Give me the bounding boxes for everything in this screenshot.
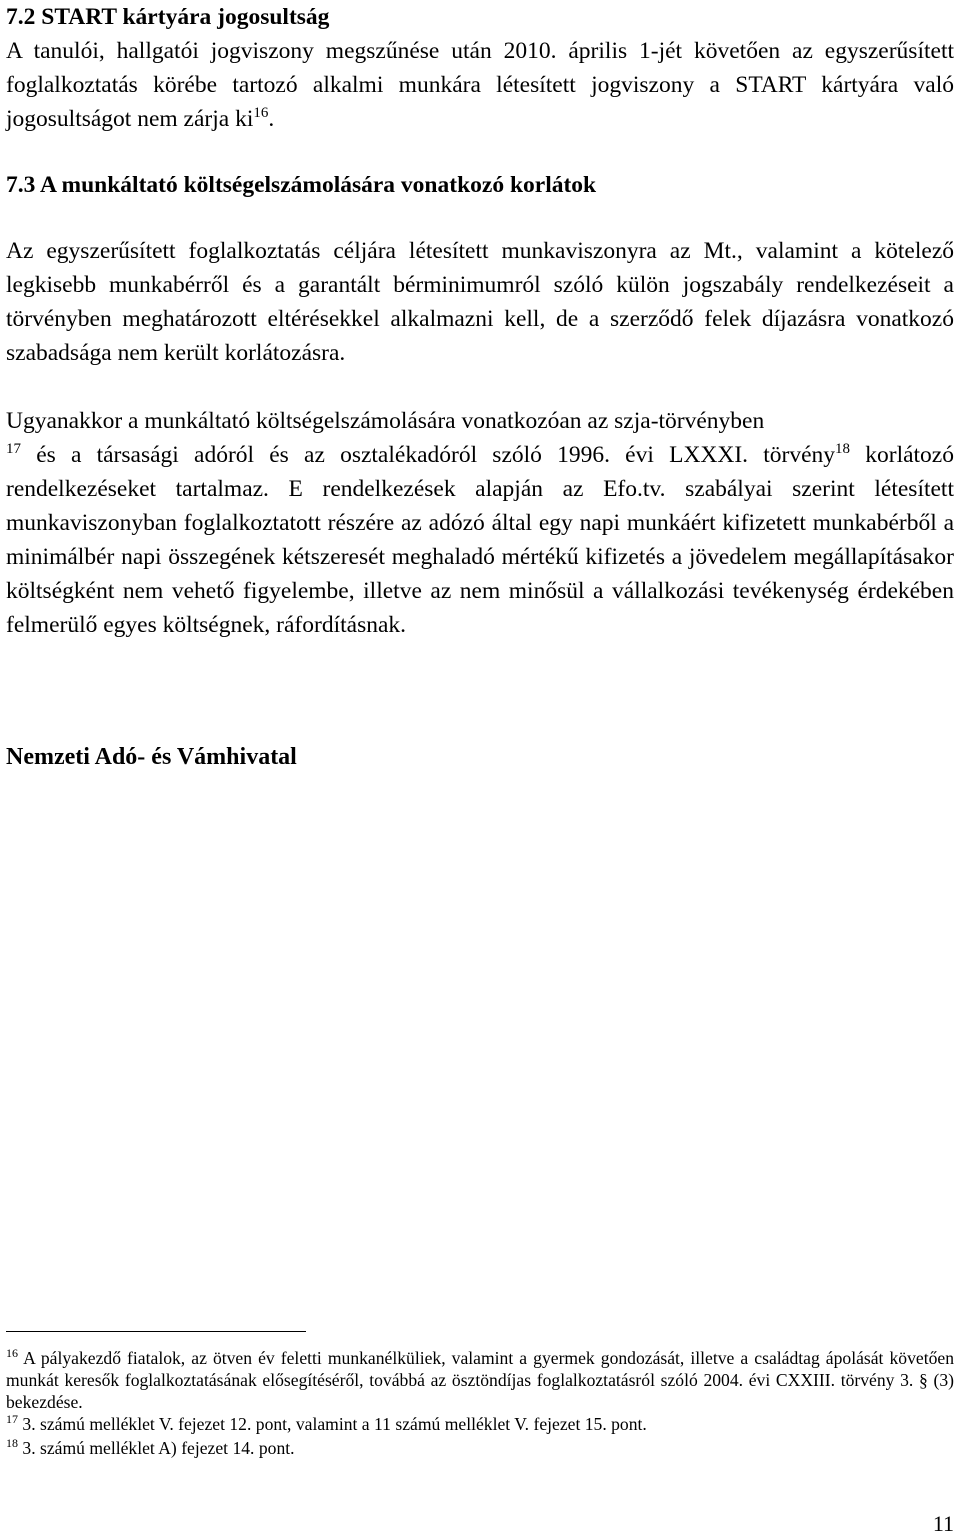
footnote-16-number: 16 (6, 1346, 18, 1360)
footnote-18-text: 3. számú melléklet A) fejezet 14. pont. (18, 1438, 295, 1458)
section-7-3-paragraph-2-part-3: korlátozó rendelkezéseket tartalmaz. E rendelkezések alapján az Efo.tv. szabályai szerint létesített munkaviszonyban foglalkoztatott részére az adózó által egy napi munkáért kifizetett munkabérből a minimálbér napi összegének kétszeresét meghaladó mértékű kifizetés a jövedelem megállapításakor költségként nem vehető figyelembe, illetve az nem minősül a vállalkozási tevékenység érdekében felmerülő egyes költségnek, ráfordításnak. (6, 442, 954, 638)
section-7-2-paragraph-end: . (268, 106, 275, 132)
footnote-ref-18[interactable]: 18 (835, 441, 851, 457)
footnote-18-number: 18 (6, 1436, 18, 1450)
section-7-3-paragraph-2-part-1: Ugyanakkor a munkáltató költségelszámolására vonatkozóan az szja-törvényben (6, 408, 765, 434)
footnote-17 (6, 1413, 954, 1435)
footnote-17-text: 3. számú melléklet V. fejezet 12. pont, valamint a 11 számú melléklet V. fejezet 15. pont. (18, 1414, 647, 1434)
section-7-2-paragraph (6, 34, 954, 136)
footnote-17-number: 17 (6, 1412, 18, 1426)
footnote-ref-17[interactable]: 17 (6, 441, 21, 457)
footnote-16 (6, 1347, 954, 1413)
section-7-2-title: 7.2 START kártyára jogosultság (6, 4, 330, 30)
organization-name: Nemzeti Adó- és Vámhivatal (6, 744, 297, 770)
section-7-3-paragraph-1: Az egyszerűsített foglalkoztatás céljára létesített munkaviszonyra az Mt., valamint a kötelező legkisebb munkabérről és a garantált bérminimumról szóló külön jogszabály rendelkezéseit a törvényben meghatározott eltérésekkel alkalmazni kell, de a szerződő felek díjazásra vonatkozó szabadsága nem került korlátozásra. (6, 238, 954, 366)
footnote-16-text: A pályakezdő fiatalok, az ötven év feletti munkanélküliek, valamint a gyermek gondozását, illetve a családtag ápolását követően munkát keresők foglalkoztatásának elősegítéséről, továbbá az ösztöndíjas foglalkoztatásról szóló 2004. évi CXXIII. törvény 3. § (3) bekezdése. (6, 1348, 954, 1412)
footnote-ref-16[interactable]: 16 (253, 105, 269, 121)
page-number: 11 (932, 1511, 954, 1536)
section-7-3-title: 7.3 A munkáltató költségelszámolására vonatkozó korlátok (6, 172, 597, 198)
section-7-3-paragraph-2 (6, 404, 954, 642)
footnote-separator (6, 1331, 306, 1332)
section-7-3-paragraph-2-part-2: és a társasági adóról és az osztalékadóról szóló 1996. évi LXXXI. törvény (21, 442, 836, 468)
footnote-18 (6, 1437, 954, 1459)
section-7-2-paragraph-text: A tanulói, hallgatói jogviszony megszűnése után 2010. április 1-jét követően az egyszerűsített foglalkoztatás körébe tartozó alkalmi munkára létesített jogviszony a START kártyára való jogosultságot nem zárja ki (6, 38, 954, 132)
